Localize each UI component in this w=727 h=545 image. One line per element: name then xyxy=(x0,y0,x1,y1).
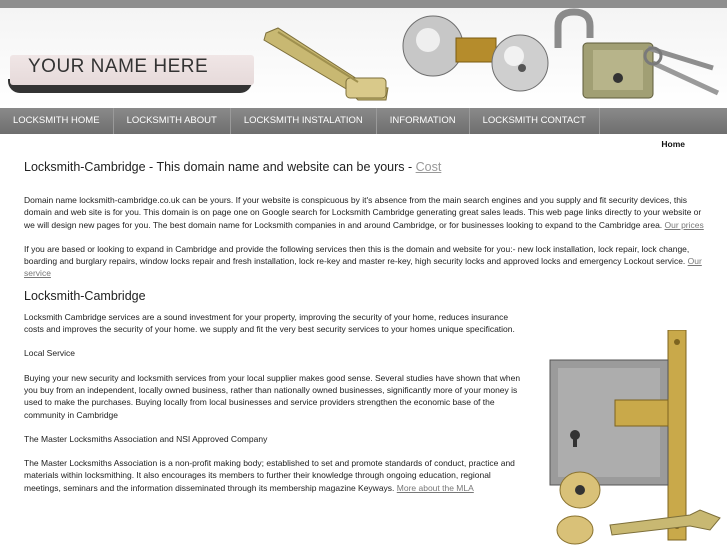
intro-paragraph xyxy=(24,194,714,231)
main-nav xyxy=(0,108,727,134)
page-title-text: Locksmith-Cambridge - This domain name and website can be yours - xyxy=(24,160,416,174)
door-knob-image xyxy=(403,16,548,91)
lock-bolt xyxy=(615,400,668,426)
cost-link[interactable]: Cost xyxy=(415,160,442,174)
more-about-mla-link[interactable]: More about the MLA xyxy=(396,482,474,493)
lock-faceplate xyxy=(668,330,686,540)
top-strip xyxy=(0,0,727,8)
intro-text: Domain name locksmith-cambridge.co.uk can be yours. If your website is conspicuous by it's absence from the main search engines and you supply and fit security devices, this domain and web site is for you. This domain is on page one on Google search for Locksmith Cambridge generating great sales leads. This web page links directly to your website or we will design new pages for you. The best domain name for Locksmith companies in and around Cambridge, or for businesses looking to expand to the Cambridge area. xyxy=(24,195,702,230)
header-banner xyxy=(0,8,727,108)
name-plate-text: YOUR NAME HERE xyxy=(28,56,209,77)
our-prices-link[interactable]: Our prices xyxy=(664,219,704,230)
services-text: If you are based or looking to expand in Cambridge and provide the following services then this is the domain and website for you:- new lock installation, lock repair, lock change, boarding and burglary repairs, window locks repair and fresh installation, lock re-key and master re-key, high security locks and approved locks and emergency Lockout service. xyxy=(24,243,690,267)
key-image xyxy=(264,28,388,100)
mla-label: The Master Locksmiths Association and NSI Approved Company xyxy=(24,433,268,444)
nav-locksmith-instalation[interactable]: LOCKSMITH INSTALATION xyxy=(231,108,377,134)
name-plate xyxy=(2,55,256,95)
local-service-paragraph: Buying your new security and locksmith services from your local supplier makes good sense. Several studies have shown that when you buy from an independent, locally owned business, rather than nationally owned businesses, significantly more of your money is used to make the purchases. Buying locally from local businesses and service providers strengthen the economic base of the community in Cambridge xyxy=(24,372,521,420)
our-service-link[interactable]: Our service xyxy=(24,256,702,279)
page-title xyxy=(24,160,714,174)
mla-paragraph xyxy=(24,457,530,494)
breadcrumb-home[interactable]: Home xyxy=(661,139,685,149)
mla-text: The Master Locksmiths Association is a non-profit making body; established to set and promote standards of conduct, practice and materials within locksmithing. It also encourages its members to further their knowledge through ongoing education, regional meetings, seminars and the information disseminated through its membership magazine Keyways. xyxy=(24,458,515,493)
mortice-lock-image xyxy=(540,330,727,545)
local-service-label: Local Service xyxy=(24,348,76,359)
nav-locksmith-about[interactable]: LOCKSMITH ABOUT xyxy=(114,108,231,134)
services-paragraph xyxy=(24,243,714,280)
padlock-image xyxy=(558,12,718,98)
header-lock-images xyxy=(258,8,727,108)
nav-information[interactable]: INFORMATION xyxy=(377,108,470,134)
nav-locksmith-home[interactable]: LOCKSMITH HOME xyxy=(0,108,114,134)
investment-paragraph: Locksmith Cambridge services are a sound investment for your property, improving the security of your home, reduces insurance costs and improves the security of your home. we supply and fit the very best security services to your homes unique specification. xyxy=(24,311,515,335)
section-heading: Locksmith-Cambridge xyxy=(24,288,146,303)
key-image-small xyxy=(610,510,720,535)
nav-locksmith-contact[interactable]: LOCKSMITH CONTACT xyxy=(470,108,600,134)
